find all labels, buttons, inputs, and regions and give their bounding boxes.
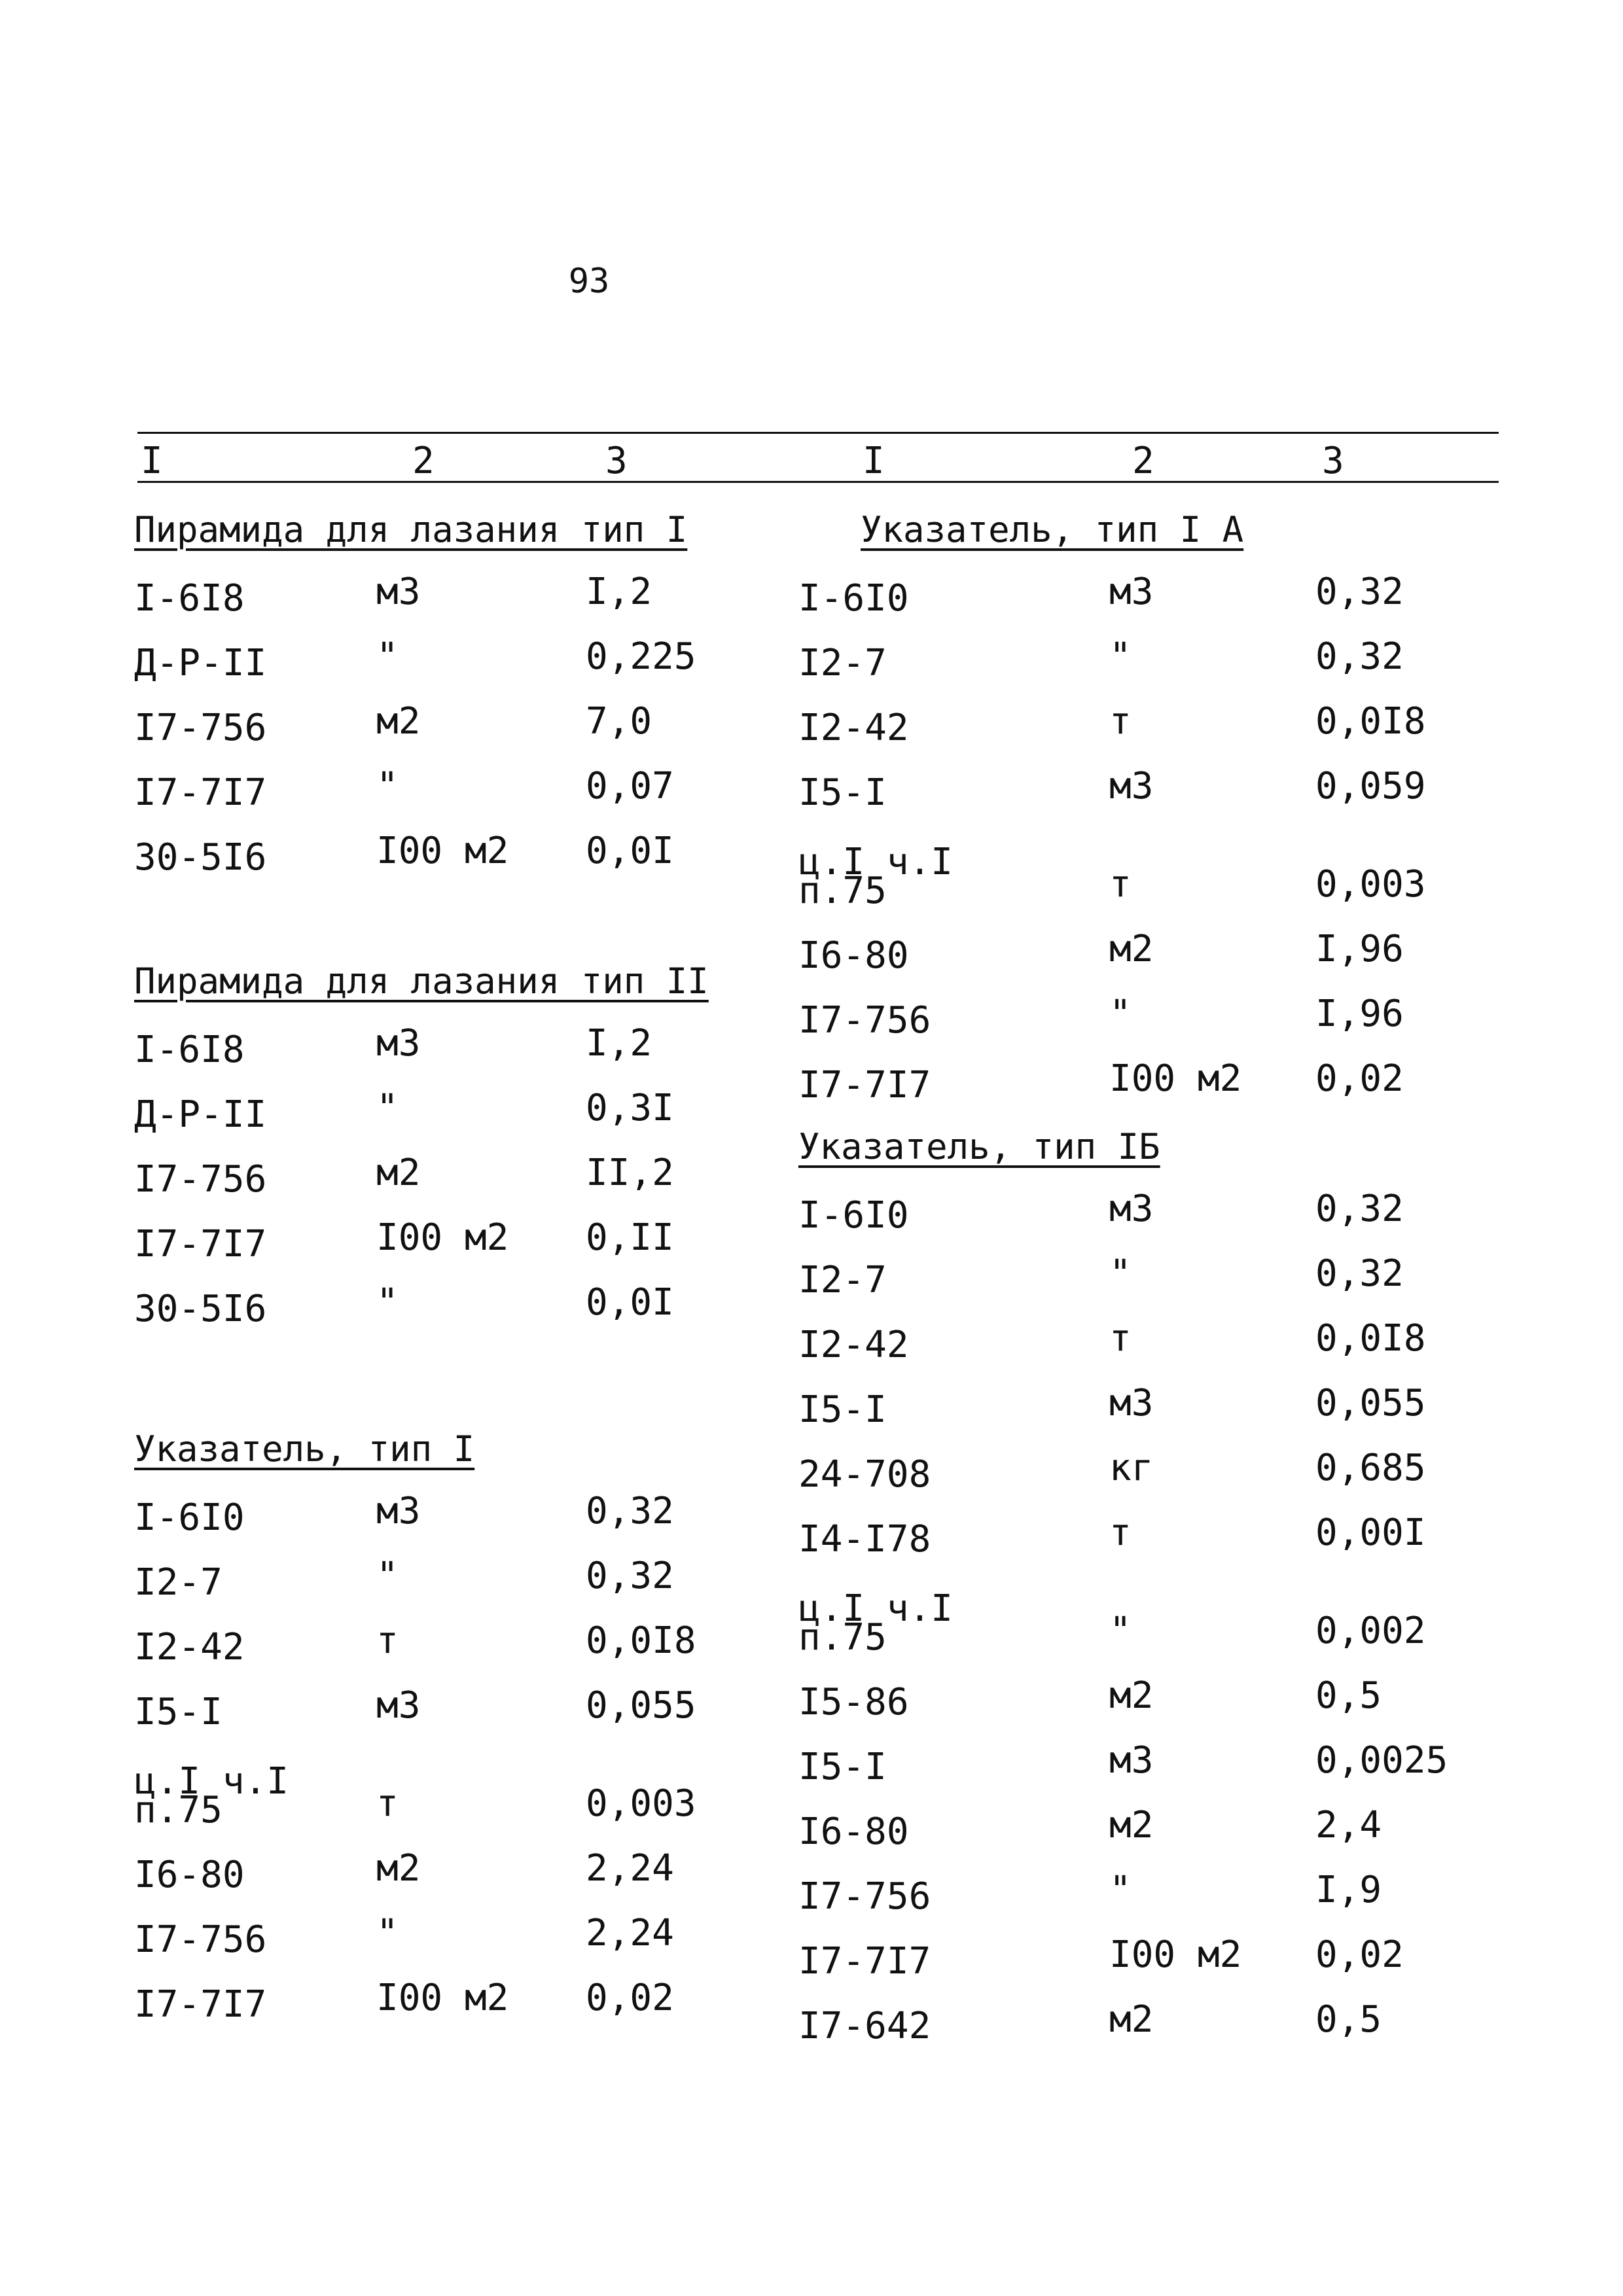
cell-code: I5-I — [134, 1691, 223, 1733]
table-row — [798, 920, 1479, 985]
cell-quantity: 0,0I — [586, 830, 674, 872]
table-row — [798, 692, 1479, 757]
cell-unit: м2 — [376, 700, 421, 743]
cell-quantity: 2,24 — [586, 1847, 674, 1890]
cell-unit: м2 — [1109, 1998, 1154, 2041]
cell-unit: " — [376, 635, 399, 678]
cell-quantity: 2,4 — [1315, 1804, 1382, 1846]
header-right-col-3: 3 — [1322, 440, 1344, 482]
cell-code: 30-5I6 — [134, 836, 267, 879]
cell-quantity: 0,0I — [586, 1281, 674, 1324]
cell-quantity: I,2 — [586, 571, 652, 613]
cell-code: Д-Р-II — [134, 1093, 267, 1136]
cell-unit: " — [376, 1087, 399, 1129]
cell-code: I6-80 — [134, 1854, 245, 1896]
cell-unit: " — [1109, 1252, 1132, 1295]
table-section — [134, 497, 723, 887]
header-left-col-3: 3 — [605, 440, 628, 482]
cell-quantity: 0,00I — [1315, 1511, 1426, 1554]
table-row — [798, 1245, 1479, 1309]
cell-unit: м2 — [376, 1152, 421, 1194]
table-top-rule — [137, 432, 1499, 434]
cell-quantity: 2,24 — [586, 1912, 674, 1954]
table-row — [798, 985, 1479, 1050]
table-row — [134, 822, 723, 887]
cell-code: I7-7I7 — [798, 1064, 931, 1106]
cell-unit: м3 — [376, 1684, 421, 1727]
cell-quantity: 0,3I — [586, 1087, 674, 1129]
cell-quantity: 0,02 — [1315, 1057, 1404, 1100]
cell-code: I7-756 — [134, 1158, 267, 1201]
cell-code: I2-7 — [798, 1259, 887, 1301]
section-title: Пирамида для лазания тип I — [134, 509, 688, 550]
table-row — [798, 1180, 1479, 1245]
cell-unit: " — [1109, 1869, 1132, 1911]
cell-quantity: 0,5 — [1315, 1674, 1382, 1717]
cell-unit: " — [1109, 1610, 1132, 1652]
table-row — [134, 1741, 723, 1839]
table-row — [134, 1547, 723, 1612]
section-title: Указатель, тип IБ — [798, 1126, 1160, 1167]
table-section — [798, 1114, 1479, 2055]
cell-quantity: 0,07 — [586, 765, 674, 807]
table-row — [798, 1667, 1479, 1731]
cell-quantity: 0,225 — [586, 635, 696, 678]
table-row — [798, 1504, 1479, 1568]
cell-quantity: 0,02 — [586, 1977, 674, 2019]
table-row — [798, 757, 1479, 822]
cell-quantity: 0,055 — [1315, 1382, 1426, 1424]
cell-unit: " — [1109, 993, 1132, 1035]
cell-quantity: 0,II — [586, 1216, 674, 1259]
cell-code: I-6I0 — [134, 1496, 245, 1539]
cell-quantity: 0,685 — [1315, 1447, 1426, 1489]
table-row — [798, 1926, 1479, 1990]
cell-code: ц.I ч.I п.75 — [798, 1587, 954, 1659]
table-row — [798, 1568, 1479, 1667]
cell-code: I7-756 — [798, 999, 931, 1042]
cell-code: I2-42 — [798, 707, 909, 749]
cell-code: I7-7I7 — [134, 1223, 267, 1265]
cell-quantity: 0,32 — [1315, 571, 1404, 613]
cell-quantity: 0,0I8 — [1315, 700, 1426, 743]
right-column — [798, 497, 1479, 2055]
cell-code: I5-I — [798, 1388, 887, 1431]
header-right-col-2: 2 — [1132, 440, 1154, 482]
table-row — [134, 1904, 723, 1969]
cell-quantity: 0,02 — [1315, 1934, 1404, 1976]
table-row — [134, 1612, 723, 1676]
cell-unit: " — [376, 765, 399, 807]
table-row — [134, 757, 723, 822]
cell-unit: I00 м2 — [376, 1977, 509, 2019]
cell-quantity: 0,0025 — [1315, 1739, 1448, 1782]
cell-code: I7-7I7 — [798, 1940, 931, 1983]
left-column — [134, 497, 723, 2034]
cell-unit: м2 — [1109, 928, 1154, 970]
table-row — [798, 822, 1479, 920]
cell-code: I-6I8 — [134, 1029, 245, 1071]
section-title: Указатель, тип I — [134, 1428, 475, 1470]
table-row — [798, 1374, 1479, 1439]
cell-quantity: 0,055 — [586, 1684, 696, 1727]
cell-code: 24-708 — [798, 1453, 931, 1496]
cell-code: I7-756 — [798, 1875, 931, 1918]
cell-unit: " — [376, 1555, 399, 1597]
cell-unit: I00 м2 — [376, 1216, 509, 1259]
cell-code: I5-I — [798, 1746, 887, 1788]
table-row — [134, 692, 723, 757]
cell-code: I7-756 — [134, 707, 267, 749]
cell-quantity: 0,32 — [586, 1555, 674, 1597]
cell-quantity: I,96 — [1315, 993, 1404, 1035]
section-gap — [134, 1338, 723, 1417]
table-section — [134, 1417, 723, 2034]
cell-quantity: 0,0I8 — [1315, 1317, 1426, 1360]
table-row — [134, 1482, 723, 1547]
cell-unit: кг — [1109, 1447, 1154, 1489]
cell-unit: т — [1109, 1317, 1132, 1360]
cell-code: ц.I ч.I п.75 — [134, 1760, 289, 1831]
cell-unit: м3 — [1109, 1382, 1154, 1424]
table-row — [134, 627, 723, 692]
cell-unit: " — [1109, 635, 1132, 678]
cell-code: I7-642 — [798, 2005, 931, 2047]
cell-unit: т — [1109, 863, 1132, 906]
table-row — [798, 563, 1479, 627]
table-row — [798, 1796, 1479, 1861]
table-row — [798, 1861, 1479, 1926]
cell-unit: м2 — [376, 1847, 421, 1890]
header-left-col-2: 2 — [412, 440, 435, 482]
cell-quantity: 7,0 — [586, 700, 652, 743]
header-left-col-1: I — [141, 440, 163, 482]
table-row — [134, 1144, 723, 1209]
cell-unit: м3 — [376, 1490, 421, 1532]
cell-quantity: I,9 — [1315, 1869, 1382, 1911]
cell-unit: м3 — [376, 1022, 421, 1065]
cell-code: I6-80 — [798, 1810, 909, 1853]
cell-code: I-6I8 — [134, 577, 245, 620]
cell-code: I7-7I7 — [134, 1983, 267, 2026]
cell-unit: I00 м2 — [376, 830, 509, 872]
cell-quantity: 0,32 — [1315, 1252, 1404, 1295]
table-row — [134, 1014, 723, 1079]
cell-unit: " — [376, 1912, 399, 1954]
cell-quantity: I,2 — [586, 1022, 652, 1065]
cell-quantity: 0,002 — [1315, 1610, 1426, 1652]
table-row — [134, 1209, 723, 1273]
cell-code: I5-86 — [798, 1681, 909, 1723]
cell-quantity: 0,32 — [1315, 635, 1404, 678]
header-right-col-1: I — [863, 440, 885, 482]
cell-quantity: 0,0I8 — [586, 1619, 696, 1662]
cell-quantity: I,96 — [1315, 928, 1404, 970]
cell-quantity: 0,003 — [1315, 863, 1426, 906]
cell-code: I7-7I7 — [134, 771, 267, 814]
cell-quantity: 0,059 — [1315, 765, 1426, 807]
cell-unit: I00 м2 — [1109, 1057, 1242, 1100]
cell-code: I2-42 — [798, 1324, 909, 1366]
cell-unit: т — [376, 1619, 399, 1662]
table-section — [134, 949, 723, 1338]
table-row — [134, 1079, 723, 1144]
cell-quantity: II,2 — [586, 1152, 674, 1194]
cell-unit: I00 м2 — [1109, 1934, 1242, 1976]
table-row — [798, 1731, 1479, 1796]
cell-unit: " — [376, 1281, 399, 1324]
table-row — [134, 1969, 723, 2034]
cell-unit: м3 — [1109, 1739, 1154, 1782]
cell-unit: м3 — [1109, 1188, 1154, 1230]
page-number: 93 — [568, 262, 610, 301]
cell-code: I-6I0 — [798, 1194, 909, 1237]
cell-code: I2-42 — [134, 1626, 245, 1669]
cell-unit: т — [1109, 700, 1132, 743]
cell-quantity: 0,32 — [1315, 1188, 1404, 1230]
section-title: Пирамида для лазания тип II — [134, 961, 709, 1002]
cell-code: 30-5I6 — [134, 1288, 267, 1330]
table-row — [134, 1839, 723, 1904]
cell-code: I2-7 — [134, 1561, 223, 1604]
table-row — [798, 1439, 1479, 1504]
cell-code: I4-I78 — [798, 1518, 931, 1561]
cell-unit: м3 — [1109, 765, 1154, 807]
section-gap — [134, 887, 723, 949]
cell-unit: м3 — [1109, 571, 1154, 613]
cell-quantity: 0,5 — [1315, 1998, 1382, 2041]
table-row — [798, 1050, 1479, 1114]
cell-code: I6-80 — [798, 934, 909, 977]
table-row — [134, 563, 723, 627]
cell-unit: м2 — [1109, 1674, 1154, 1717]
cell-code: I5-I — [798, 771, 887, 814]
cell-unit: т — [376, 1782, 399, 1825]
table-row — [134, 1273, 723, 1338]
cell-unit: т — [1109, 1511, 1132, 1554]
section-title: Указатель, тип I А — [861, 509, 1244, 550]
table-header-rule — [137, 481, 1499, 483]
cell-code: ц.I ч.I п.75 — [798, 841, 954, 912]
cell-quantity: 0,003 — [586, 1782, 696, 1825]
table-row — [798, 1990, 1479, 2055]
table-row — [798, 1309, 1479, 1374]
cell-unit: м2 — [1109, 1804, 1154, 1846]
table-row — [134, 1676, 723, 1741]
cell-code: I-6I0 — [798, 577, 909, 620]
table-row — [798, 627, 1479, 692]
cell-code: I7-756 — [134, 1918, 267, 1961]
table-section — [798, 497, 1479, 1114]
cell-unit: м3 — [376, 571, 421, 613]
cell-quantity: 0,32 — [586, 1490, 674, 1532]
cell-code: I2-7 — [798, 642, 887, 684]
cell-code: Д-Р-II — [134, 642, 267, 684]
